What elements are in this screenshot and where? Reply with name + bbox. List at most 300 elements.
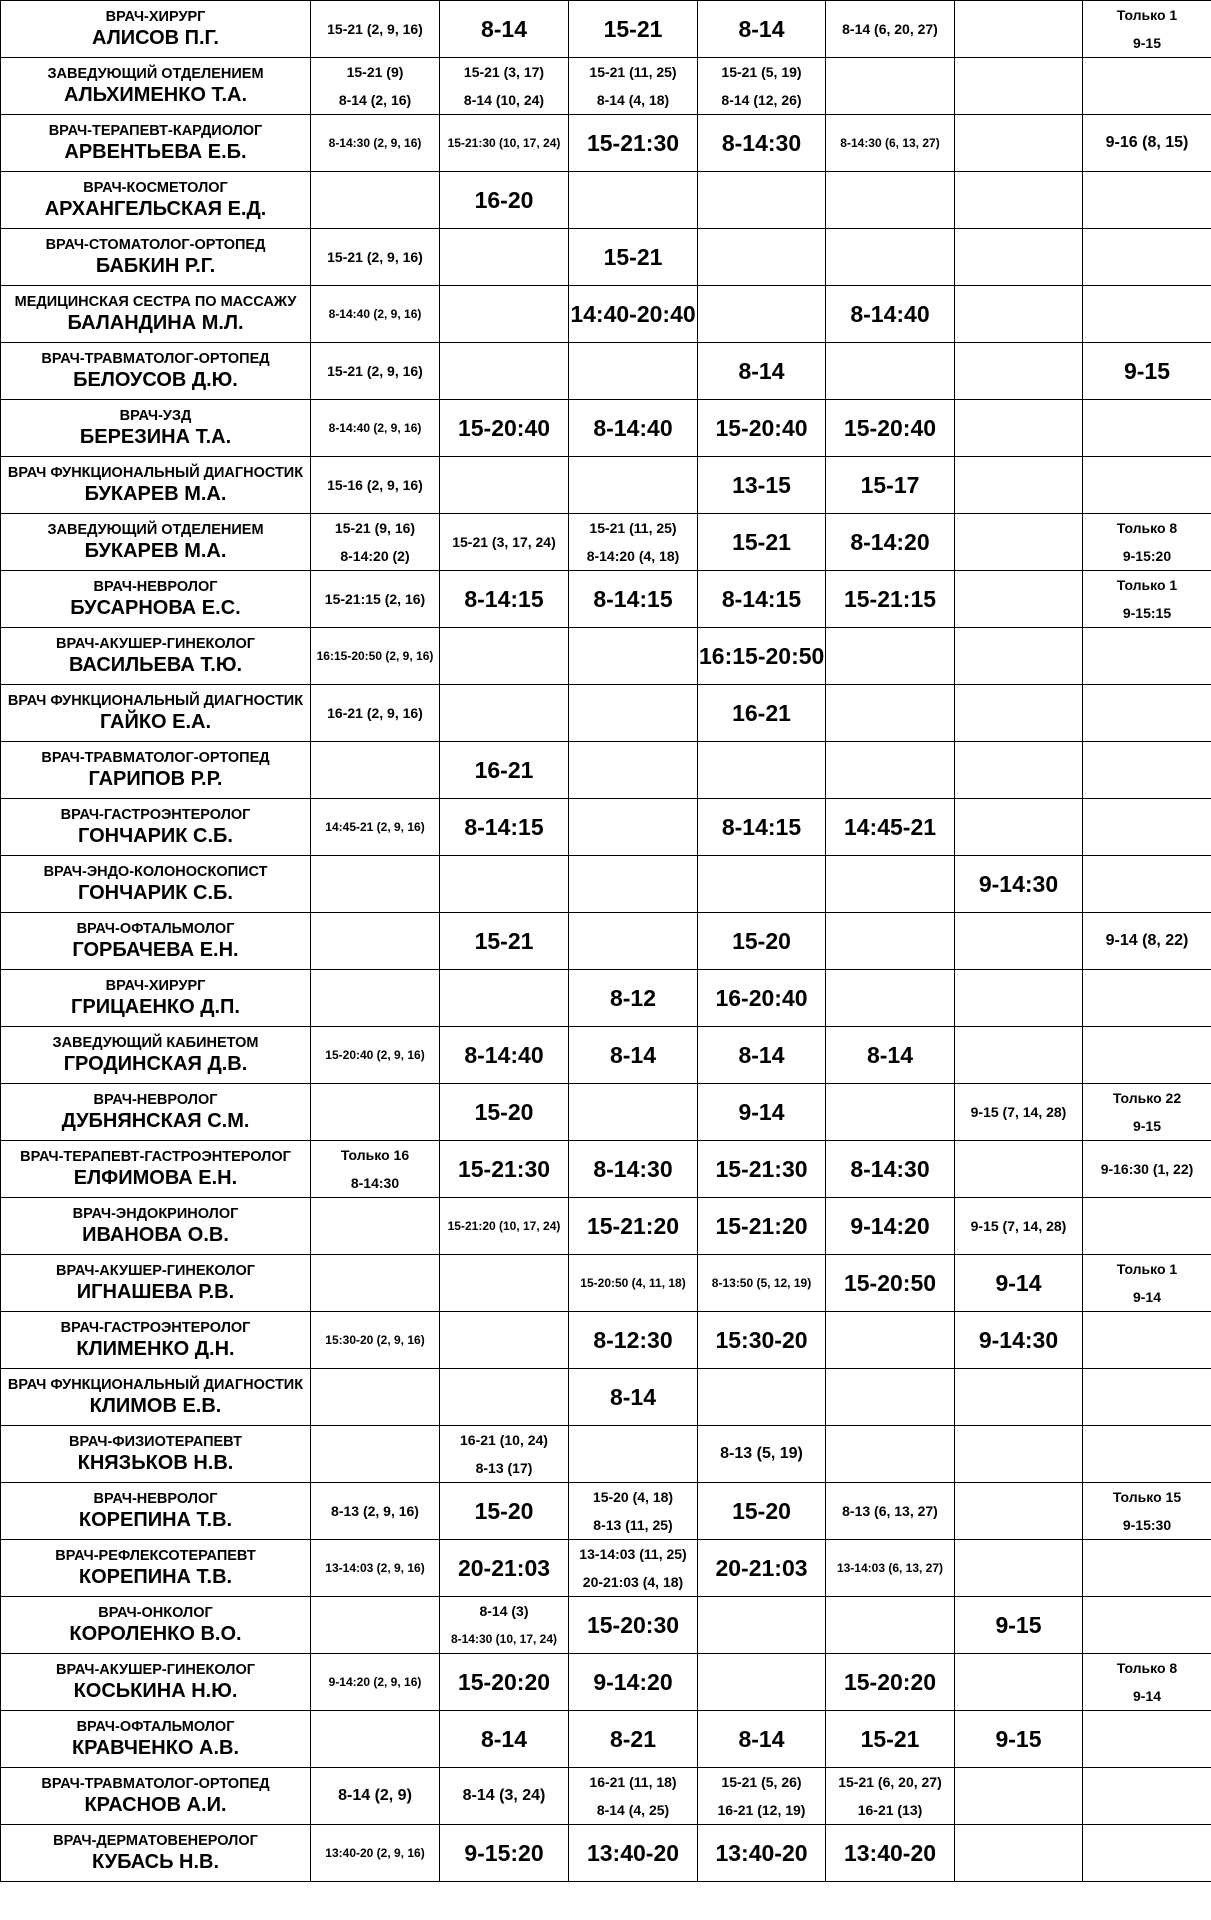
schedule-time: 9-15 (7, 14, 28) (970, 1104, 1067, 1120)
schedule-time: 9-15:30 (1122, 1517, 1172, 1533)
schedule-time: 15-21 (2, 9, 16) (327, 21, 423, 37)
schedule-cell (440, 457, 569, 514)
schedule-cell (569, 229, 698, 286)
doctor-cell (1, 1198, 311, 1255)
schedule-time: 8-14:30 (350, 1175, 400, 1191)
schedule-cell (826, 1483, 955, 1540)
schedule-time: 9-14:20 (850, 1213, 930, 1239)
doctor-cell (1, 1483, 311, 1540)
schedule-time: 14:45-21 (2, 9, 16) (325, 820, 425, 834)
schedule-cell (698, 1711, 826, 1768)
doctor-role: ВРАЧ-ДЕРМАТОВЕНЕРОЛОГ (53, 1832, 258, 1849)
schedule-time: 15-21:20 (715, 1213, 808, 1239)
schedule-cell (955, 1369, 1083, 1426)
schedule-time: 13-14:03 (2, 9, 16) (325, 1561, 425, 1575)
schedule-cell (1083, 1084, 1211, 1141)
schedule-cell (826, 229, 955, 286)
schedule-time: 15-20:50 (4, 11, 18) (580, 1276, 686, 1290)
schedule-cell (826, 1426, 955, 1483)
schedule-cell (826, 343, 955, 400)
doctor-row (1, 1369, 1211, 1426)
schedule-cell (311, 970, 440, 1027)
schedule-cell (311, 229, 440, 286)
schedule-cell (440, 1825, 569, 1882)
schedule-cell (440, 856, 569, 913)
doctor-name: КЛИМЕНКО Д.Н. (76, 1337, 235, 1360)
schedule-cell (311, 1, 440, 58)
schedule-cell (698, 1654, 826, 1711)
doctor-name: КЛИМОВ Е.В. (89, 1394, 222, 1417)
schedule-time: 15-20:30 (586, 1612, 680, 1638)
schedule-time: 8-14 (480, 16, 528, 42)
doctor-cell (1, 1825, 311, 1882)
schedule-cell (1083, 400, 1211, 457)
schedule-cell (955, 1597, 1083, 1654)
schedule-cell (698, 913, 826, 970)
schedule-time: 13:40-20 (715, 1840, 808, 1866)
schedule-cell (311, 1540, 440, 1597)
schedule-time: 8-14:30 (850, 1156, 930, 1182)
doctor-role: ВРАЧ-НЕВРОЛОГ (93, 1490, 218, 1507)
schedule-cell (955, 1, 1083, 58)
schedule-time: 8-14 (738, 1726, 785, 1752)
schedule-time: 8-14 (738, 1042, 785, 1068)
schedule-time: 15-20:40 (843, 415, 937, 441)
schedule-cell (1083, 286, 1211, 343)
schedule-cell (440, 343, 569, 400)
schedule-cell (440, 58, 569, 115)
schedule-cell (1083, 799, 1211, 856)
schedule-cell (955, 1483, 1083, 1540)
schedule-time: 8-14 (4, 18) (596, 92, 670, 108)
schedule-time: 8-14 (3, 24) (462, 1787, 546, 1804)
schedule-cell (826, 571, 955, 628)
schedule-time: 8-13 (6, 13, 27) (842, 1503, 938, 1519)
schedule-time: 8-14 (2, 16) (338, 92, 412, 108)
doctor-row (1, 628, 1211, 685)
doctor-cell (1, 1768, 311, 1825)
schedule-cell (311, 856, 440, 913)
schedule-cell (826, 1540, 955, 1597)
schedule-cell (1083, 913, 1211, 970)
schedule-cell (440, 1027, 569, 1084)
doctor-cell (1, 1711, 311, 1768)
schedule-cell (440, 1540, 569, 1597)
doctor-cell (1, 1654, 311, 1711)
schedule-time: 16-21 (11, 18) (589, 1774, 677, 1790)
schedule-time: 8-14 (3) (479, 1603, 529, 1619)
schedule-cell (440, 742, 569, 799)
doctor-name: БАБКИН Р.Г. (95, 254, 216, 277)
schedule-time: 13-14:03 (6, 13, 27) (836, 1561, 944, 1575)
schedule-time: 15:30-20 (2, 9, 16) (325, 1333, 425, 1347)
doctor-role: ВРАЧ-ФИЗИОТЕРАПЕВТ (69, 1433, 242, 1450)
doctor-row (1, 229, 1211, 286)
schedule-cell (1083, 1483, 1211, 1540)
schedule-time: 9-14 (995, 1270, 1042, 1296)
schedule-cell (1083, 1198, 1211, 1255)
doctor-cell (1, 1312, 311, 1369)
doctor-cell (1, 571, 311, 628)
schedule-time: 15-21 (2, 9, 16) (327, 249, 423, 265)
schedule-cell (955, 970, 1083, 1027)
schedule-cell (698, 1312, 826, 1369)
schedule-cell (311, 400, 440, 457)
schedule-cell (1083, 1597, 1211, 1654)
schedule-time: 15-21 (11, 25) (589, 520, 677, 536)
schedule-cell (826, 286, 955, 343)
schedule-time: 8-14:30 (593, 1156, 673, 1182)
schedule-time: 15-21:30 (10, 17, 24) (447, 136, 561, 150)
schedule-time: 8-14:30 (2, 9, 16) (328, 136, 422, 150)
schedule-cell (1083, 1369, 1211, 1426)
doctor-name: АЛИСОВ П.Г. (92, 26, 219, 49)
schedule-cell (826, 970, 955, 1027)
doctor-cell (1, 514, 311, 571)
doctor-name: ЕЛФИМОВА Е.Н. (73, 1166, 238, 1189)
schedule-time: 15-20:40 (457, 415, 551, 441)
schedule-cell (698, 628, 826, 685)
schedule-time: 15-21 (3, 17) (463, 64, 545, 80)
schedule-body (1, 1, 1211, 1882)
doctor-role: ВРАЧ-УЗД (119, 407, 192, 424)
schedule-cell (440, 514, 569, 571)
schedule-cell (311, 628, 440, 685)
schedule-time: 15-20 (474, 1099, 534, 1125)
schedule-time: 16:15-20:50 (699, 643, 825, 669)
schedule-time: 14:45-21 (843, 814, 937, 840)
schedule-cell (440, 286, 569, 343)
schedule-time: 15-21 (11, 25) (589, 64, 677, 80)
doctor-role: ВРАЧ ФУНКЦИОНАЛЬНЫЙ ДИАГНОСТИК (7, 464, 304, 481)
schedule-cell (955, 1540, 1083, 1597)
schedule-time: 9-15:20 (464, 1840, 544, 1866)
schedule-time: 8-13:50 (5, 12, 19) (711, 1276, 812, 1290)
schedule-time: 8-14:40 (593, 415, 673, 441)
doctor-role: ВРАЧ-ТРАВМАТОЛОГ-ОРТОПЕД (41, 749, 270, 766)
schedule-cell (955, 1141, 1083, 1198)
schedule-cell (569, 58, 698, 115)
doctor-role: ВРАЧ-ОФТАЛЬМОЛОГ (76, 920, 235, 937)
schedule-time: 8-14:40 (2, 9, 16) (328, 307, 422, 321)
schedule-time: 16-21 (13) (857, 1802, 923, 1818)
doctor-row (1, 1, 1211, 58)
schedule-cell (826, 1597, 955, 1654)
schedule-time: 8-14 (738, 16, 785, 42)
schedule-time: 9-15 (1132, 35, 1162, 51)
schedule-cell (698, 1825, 826, 1882)
doctor-role: ВРАЧ-ТЕРАПЕВТ-КАРДИОЛОГ (48, 122, 263, 139)
schedule-cell (698, 1768, 826, 1825)
schedule-cell (569, 172, 698, 229)
schedule-cell (311, 913, 440, 970)
doctor-role: МЕДИЦИНСКАЯ СЕСТРА ПО МАССАЖУ (14, 293, 297, 310)
schedule-cell (440, 571, 569, 628)
schedule-cell (569, 970, 698, 1027)
schedule-cell (698, 1027, 826, 1084)
schedule-cell (698, 514, 826, 571)
schedule-cell (955, 913, 1083, 970)
schedule-cell (311, 1255, 440, 1312)
schedule-cell (569, 1654, 698, 1711)
schedule-time: 20-21:03 (457, 1555, 551, 1581)
schedule-time: 15-21 (2, 9, 16) (327, 363, 423, 379)
schedule-cell (1083, 1426, 1211, 1483)
schedule-cell (440, 1483, 569, 1540)
doctor-name: КРАСНОВ А.И. (84, 1793, 227, 1816)
schedule-cell (955, 1825, 1083, 1882)
schedule-time: 8-12:30 (593, 1327, 673, 1353)
doctor-row (1, 571, 1211, 628)
schedule-cell (698, 1540, 826, 1597)
schedule-time: 9-15:20 (1122, 548, 1172, 564)
schedule-cell (955, 685, 1083, 742)
schedule-time: 9-16:30 (1, 22) (1100, 1161, 1194, 1177)
schedule-time: 15-21 (5, 19) (721, 64, 802, 80)
schedule-time: 15-21 (860, 1726, 920, 1752)
schedule-cell (569, 1369, 698, 1426)
schedule-cell (311, 685, 440, 742)
doctor-role: ВРАЧ-ТРАВМАТОЛОГ-ОРТОПЕД (41, 1775, 270, 1792)
schedule-cell (440, 400, 569, 457)
schedule-cell (311, 286, 440, 343)
schedule-time: 15-20:50 (843, 1270, 937, 1296)
doctor-row (1, 343, 1211, 400)
schedule-time: 9-15 (7, 14, 28) (970, 1218, 1067, 1234)
schedule-cell (569, 913, 698, 970)
schedule-cell (1083, 685, 1211, 742)
schedule-cell (440, 115, 569, 172)
schedule-time: 9-16 (8, 15) (1105, 134, 1189, 151)
schedule-time: 8-13 (17) (475, 1460, 533, 1476)
schedule-cell (569, 1711, 698, 1768)
schedule-cell (1083, 457, 1211, 514)
schedule-time: 15-20 (732, 1498, 791, 1524)
schedule-time: 15-20 (474, 1498, 534, 1524)
doctor-name: ИГНАШЕВА Р.В. (76, 1280, 235, 1303)
schedule-time: 8-13 (2, 9, 16) (331, 1503, 419, 1519)
schedule-time: Только 1 (1116, 1261, 1178, 1277)
doctor-name: ГОНЧАРИК С.Б. (78, 824, 233, 847)
doctor-cell (1, 799, 311, 856)
schedule-cell (826, 913, 955, 970)
doctor-name: БУКАРЕВ М.А. (84, 539, 227, 562)
doctor-cell (1, 286, 311, 343)
schedule-time: 15-21 (5, 26) (721, 1774, 802, 1790)
schedule-time: 8-14:30 (721, 130, 802, 156)
schedule-cell (826, 628, 955, 685)
doctor-role: ВРАЧ ФУНКЦИОНАЛЬНЫЙ ДИАГНОСТИК (7, 1376, 304, 1393)
schedule-time: 16-21 (12, 19) (717, 1802, 806, 1818)
schedule-cell (1083, 115, 1211, 172)
schedule-cell (311, 742, 440, 799)
doctor-cell (1, 742, 311, 799)
schedule-cell (569, 1, 698, 58)
schedule-cell (698, 1084, 826, 1141)
schedule-cell (569, 1027, 698, 1084)
schedule-cell (1083, 856, 1211, 913)
doctor-row (1, 799, 1211, 856)
schedule-cell (311, 571, 440, 628)
schedule-time: 8-21 (609, 1726, 657, 1752)
schedule-cell (569, 514, 698, 571)
schedule-time: 13:40-20 (843, 1840, 937, 1866)
schedule-cell (826, 1084, 955, 1141)
schedule-time: 9-14:30 (978, 1327, 1059, 1353)
doctor-row (1, 1540, 1211, 1597)
schedule-cell (698, 970, 826, 1027)
doctor-row (1, 1255, 1211, 1312)
schedule-cell (698, 1, 826, 58)
schedule-time: 9-15 (995, 1726, 1042, 1752)
schedule-cell (1083, 1825, 1211, 1882)
schedule-cell (698, 1141, 826, 1198)
schedule-cell (826, 1825, 955, 1882)
doctor-cell (1, 1141, 311, 1198)
doctor-cell (1, 1027, 311, 1084)
doctor-name: ГАРИПОВ Р.Р. (88, 767, 223, 790)
schedule-cell (311, 58, 440, 115)
schedule-time: 8-14:15 (593, 586, 673, 612)
doctor-role: ВРАЧ-ХИРУРГ (105, 977, 206, 994)
schedule-cell (826, 685, 955, 742)
schedule-time: 15-17 (860, 472, 920, 498)
schedule-cell (955, 856, 1083, 913)
schedule-cell (698, 1597, 826, 1654)
schedule-cell (440, 1141, 569, 1198)
schedule-cell (955, 457, 1083, 514)
schedule-time: 15-20:40 (715, 415, 808, 441)
doctor-name: АЛЬХИМЕНКО Т.А. (63, 83, 248, 106)
schedule-cell (569, 343, 698, 400)
schedule-cell (569, 1540, 698, 1597)
schedule-cell (698, 1198, 826, 1255)
doctor-cell (1, 400, 311, 457)
doctor-cell (1, 1369, 311, 1426)
doctor-cell (1, 58, 311, 115)
doctor-name: БАЛАНДИНА М.Л. (67, 311, 244, 334)
schedule-cell (440, 229, 569, 286)
schedule-cell (826, 58, 955, 115)
schedule-cell (311, 1141, 440, 1198)
schedule-cell (1083, 628, 1211, 685)
schedule-time: 8-13 (5, 19) (720, 1445, 803, 1462)
schedule-cell (955, 628, 1083, 685)
schedule-cell (569, 286, 698, 343)
schedule-cell (698, 229, 826, 286)
schedule-cell (1083, 1, 1211, 58)
doctor-role: ВРАЧ-ТЕРАПЕВТ-ГАСТРОЭНТЕРОЛОГ (20, 1148, 291, 1165)
schedule-cell (698, 799, 826, 856)
doctor-role: ВРАЧ-АКУШЕР-ГИНЕКОЛОГ (56, 1661, 255, 1678)
doctor-row (1, 1768, 1211, 1825)
schedule-cell (1083, 742, 1211, 799)
schedule-time: 16-20 (474, 187, 534, 213)
schedule-time: 16-21 (2, 9, 16) (327, 705, 423, 721)
schedule-time: 8-14 (866, 1042, 914, 1068)
schedule-time: 8-14:20 (2) (340, 548, 410, 564)
schedule-time: 9-15:15 (1122, 605, 1172, 621)
doctor-name: ГРОДИНСКАЯ Д.В. (63, 1052, 248, 1075)
schedule-cell (698, 58, 826, 115)
doctor-name: БЕРЕЗИНА Т.А. (79, 425, 232, 448)
schedule-time: 8-14:20 (4, 18) (586, 548, 680, 564)
schedule-cell (311, 799, 440, 856)
schedule-cell (569, 1141, 698, 1198)
schedule-time: 8-14:15 (464, 586, 544, 612)
schedule-cell (311, 1768, 440, 1825)
schedule-cell (569, 571, 698, 628)
schedule-time: 16-20:40 (715, 985, 808, 1011)
doctor-role: ВРАЧ ФУНКЦИОНАЛЬНЫЙ ДИАГНОСТИК (7, 692, 304, 709)
schedule-time: 8-14 (6, 20, 27) (842, 21, 938, 37)
schedule-cell (955, 1768, 1083, 1825)
schedule-cell (569, 742, 698, 799)
schedule-time: 9-15 (1132, 1118, 1162, 1134)
doctor-role: ВРАЧ-ХИРУРГ (105, 8, 206, 25)
doctor-row (1, 400, 1211, 457)
schedule-cell (698, 115, 826, 172)
doctor-cell (1, 685, 311, 742)
schedule-time: 13:40-20 (2, 9, 16) (325, 1846, 425, 1860)
doctor-role: ВРАЧ-АКУШЕР-ГИНЕКОЛОГ (56, 1262, 255, 1279)
schedule-time: 15-21:15 (843, 586, 937, 612)
schedule-cell (955, 115, 1083, 172)
schedule-cell (1083, 58, 1211, 115)
schedule-cell (698, 343, 826, 400)
doctor-row (1, 1312, 1211, 1369)
schedule-cell (311, 1426, 440, 1483)
schedule-cell (698, 685, 826, 742)
schedule-cell (826, 1768, 955, 1825)
schedule-cell (1083, 229, 1211, 286)
schedule-cell (955, 742, 1083, 799)
doctor-row (1, 913, 1211, 970)
schedule-time: 9-14:30 (978, 871, 1059, 897)
doctor-role: ВРАЧ-НЕВРОЛОГ (93, 1091, 218, 1108)
schedule-cell (955, 1084, 1083, 1141)
doctor-cell (1, 628, 311, 685)
schedule-cell (569, 457, 698, 514)
schedule-time: 9-14 (1132, 1688, 1162, 1704)
schedule-time: 8-14 (609, 1042, 657, 1068)
schedule-cell (440, 970, 569, 1027)
schedule-time: 9-14:20 (2, 9, 16) (328, 1675, 422, 1689)
schedule-cell (311, 1027, 440, 1084)
schedule-cell (440, 1369, 569, 1426)
schedule-cell (826, 1141, 955, 1198)
schedule-time: 8-14:20 (850, 529, 930, 555)
schedule-time: 9-15 (1123, 358, 1171, 384)
schedule-cell (440, 1255, 569, 1312)
doctor-role: ВРАЧ-ГАСТРОЭНТЕРОЛОГ (60, 1319, 251, 1336)
schedule-cell (1083, 571, 1211, 628)
schedule-cell (569, 799, 698, 856)
doctor-row (1, 1198, 1211, 1255)
schedule-cell (826, 1027, 955, 1084)
doctor-name: АРВЕНТЬЕВА Е.Б. (64, 140, 247, 163)
schedule-time: 14:40-20:40 (570, 301, 696, 327)
schedule-cell (955, 1426, 1083, 1483)
schedule-time: 16-21 (474, 757, 534, 783)
schedule-time: 15-21:30 (715, 1156, 808, 1182)
schedule-time: 9-14 (738, 1099, 785, 1125)
doctor-cell (1, 1, 311, 58)
schedule-time: 15:30-20 (715, 1327, 808, 1353)
schedule-time: Только 1 (1116, 7, 1178, 23)
doctor-name: ВАСИЛЬЕВА Т.Ю. (68, 653, 243, 676)
schedule-time: 8-14:40 (2, 9, 16) (328, 421, 422, 435)
